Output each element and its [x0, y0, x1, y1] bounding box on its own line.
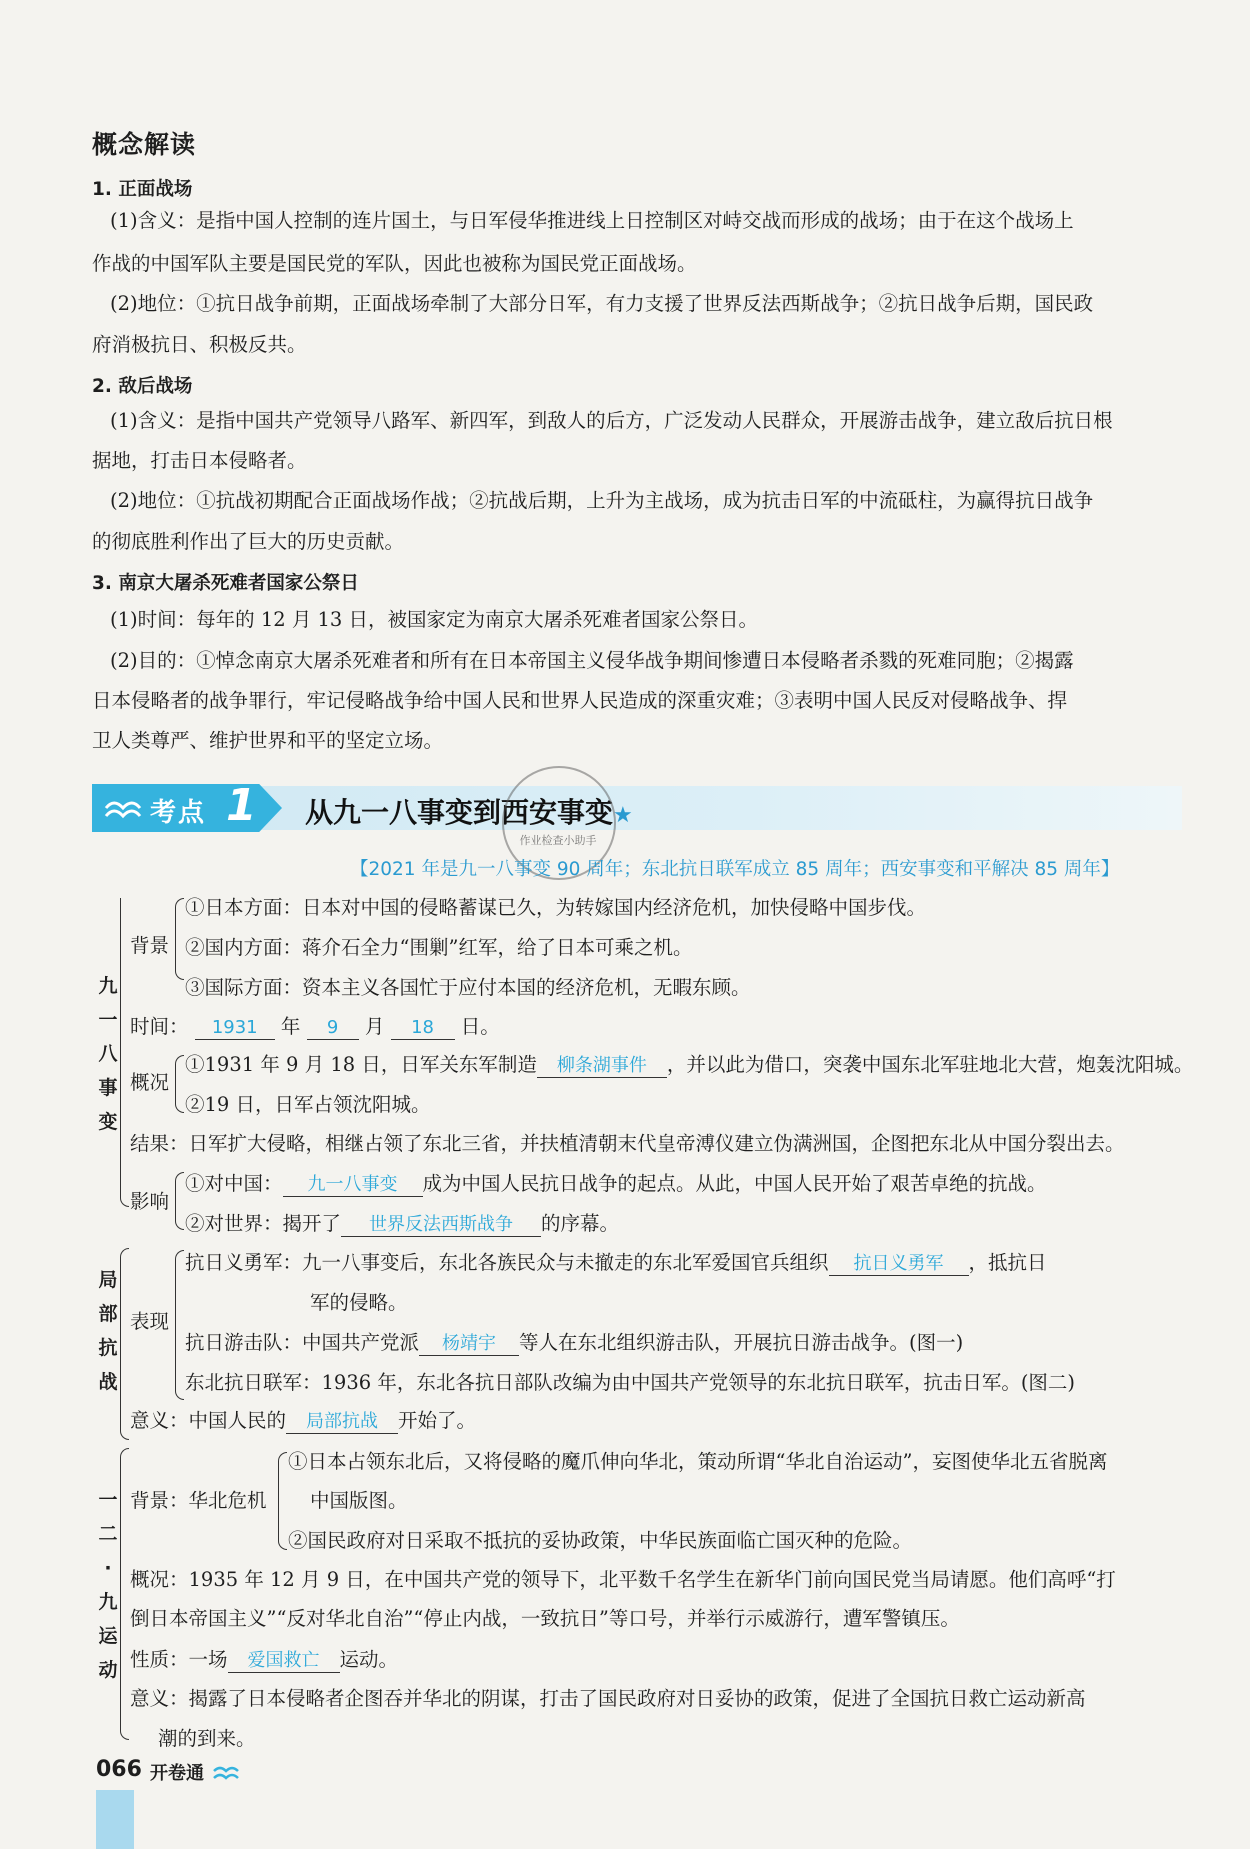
fill-wwii: 世界反法西斯战争 [341, 1214, 541, 1237]
concept-2-line: 据地，打击日本侵略者。 [92, 449, 307, 472]
section-918-bracket [120, 898, 129, 1207]
fill-aiguojiuwang: 爱国救亡 [228, 1650, 340, 1673]
local-significance: 意义：中国人民的 局部抗战 开始了。 [130, 1409, 477, 1432]
129-sig-line: 意义：揭露了日本侵略者企图吞并华北的阴谋，打击了国民政府对日妥协的政策，促进了全国抗日救亡运动新高 [130, 1687, 1086, 1710]
concept-1-line: 府消极抗日、积极反共。 [92, 333, 307, 356]
impact-item: ②对世界：揭开了 世界反法西斯战争 的序幕。 [185, 1212, 620, 1235]
concept-2-line: (2)地位：①抗战初期配合正面战场作战；②抗战后期，上升为主战场，成为抗击日军的中流砥柱，为赢得抗日战争 [110, 489, 1094, 512]
section-918-label: 九 一 八 事 变 [98, 975, 118, 1133]
fill-day: 18 [391, 1017, 455, 1040]
129-nature: 性质：一场 爱国救亡 运动。 [130, 1648, 399, 1671]
fill-yangjingyu: 杨靖宇 [419, 1333, 519, 1356]
section-title: 概念解读 [92, 130, 197, 159]
section-129-label: 一 二 · 九 运 动 [98, 1489, 118, 1681]
star-icon: ★ [613, 803, 633, 828]
local-item: 抗日义勇军：九一八事变后，东北各族民众与未撤走的东北军爱国官兵组织 抗日义勇军 ，抵抗日 [185, 1251, 1047, 1274]
book-icon [104, 794, 142, 822]
concept-3-line: 卫人类尊严、维护世界和平的坚定立场。 [92, 729, 444, 752]
show-bracket [175, 1250, 184, 1400]
bg-item: ②国内方面：蒋介石全力“围剿”红军，给了日本可乘之机。 [185, 936, 693, 959]
page-number: 066 [96, 1757, 142, 1782]
129-bg-item: ②国民政府对日采取不抵抗的妥协政策，中华民族面临亡国灭种的危险。 [288, 1529, 913, 1552]
129-ov-line: 倒日本帝国主义”“反对华北自治”“停止内战，一致抗日”等口号，并举行示威游行，遭军警镇压。 [130, 1607, 960, 1630]
fill-year: 1931 [195, 1017, 275, 1040]
show-label: 表现 [130, 1310, 170, 1333]
local-item: 东北抗日联军：1936 年，东北各抗日部队改编为由中国共产党领导的东北抗日联军，抗击日军。(图二) [185, 1371, 1076, 1394]
fill-918: 九一八事变 [283, 1174, 423, 1197]
local-item-cont: 军的侵略。 [310, 1291, 408, 1314]
bg-item: ③国际方面：资本主义各国忙于应付本国的经济危机，无暇东顾。 [185, 976, 751, 999]
129-bg-label: 背景：华北危机 [130, 1489, 267, 1512]
bg-bracket [175, 898, 184, 980]
129-bg-item-cont: 中国版图。 [310, 1489, 408, 1512]
topic-badge-number: 1 [226, 780, 257, 831]
concept-3-heading: 3. 南京大屠杀死难者国家公祭日 [92, 573, 359, 594]
concept-2-line: (1)含义：是指中国共产党领导八路军、新四军，到敌人的后方，广泛发动人民群众，开展游击战争，建立敌后抗日根 [110, 409, 1113, 432]
section-local-label: 局 部 抗 战 [98, 1269, 118, 1393]
129-bg-item: ①日本占领东北后，又将侵略的魔爪伸向华北，策动所谓“华北自治运动”，妄图使华北五省脱离 [288, 1450, 1108, 1473]
impact-bracket [175, 1172, 184, 1230]
concept-1-line: (1)含义：是指中国人控制的连片国土，与日军侵华推进线上日控制区对峙交战而形成的战场；由于在这个战场上 [110, 209, 1074, 232]
129-bg-bracket [278, 1452, 287, 1550]
ov-item: ②19 日，日军占领沈阳城。 [185, 1093, 431, 1116]
time-line: 时间： 1931 年 9 月 18 日。 [130, 1015, 500, 1038]
section-129-bracket [120, 1448, 129, 1740]
ov-bracket [175, 1055, 184, 1113]
129-ov-line: 概况：1935 年 12 月 9 日，在中国共产党的领导下，北平数千名学生在新华门前向国民党当局请愿。他们高呼“打 [130, 1568, 1116, 1591]
concept-2-line: 的彻底胜利作出了巨大的历史贡献。 [92, 530, 405, 553]
ov-label: 概况 [130, 1071, 170, 1094]
bg-label: 背景 [130, 934, 170, 957]
fill-yiyongjun: 抗日义勇军 [829, 1253, 969, 1276]
stamp-text: 作业检查小助手 [519, 834, 597, 847]
section-local-bracket [120, 1248, 129, 1440]
concept-2-heading: 2. 敌后战场 [92, 376, 193, 397]
result-line: 结果：日军扩大侵略，相继占领了东北三省，并扶植清朝末代皇帝溥仪建立伪满洲国，企图把东北从中国分裂出去。 [130, 1132, 1125, 1155]
impact-label: 影响 [130, 1190, 170, 1213]
bg-item: ①日本方面：日本对中国的侵略蓄谋已久，为转嫁国内经济危机，加快侵略中国步伐。 [185, 896, 927, 919]
anniversary-tip: 【2021 年是九一八事变 90 周年；东北抗日联军成立 85 周年；西安事变和平解决 85 周年】 [350, 859, 1120, 880]
concept-3-line: 日本侵略者的战争罪行，牢记侵略战争给中国人民和世界人民造成的深重灾难；③表明中国人民反对侵略战争、捍 [92, 689, 1068, 712]
brand-logo-icon [212, 1763, 240, 1783]
concept-3-line: (1)时间：每年的 12 月 13 日，被国家定为南京大屠杀死难者国家公祭日。 [110, 608, 759, 631]
brand-name: 开卷通 [150, 1763, 204, 1784]
concept-1-line: 作战的中国军队主要是国民党的军队，因此也被称为国民党正面战场。 [92, 252, 697, 275]
local-item: 抗日游击队：中国共产党派 杨靖宇 等人在东北组织游击队，开展抗日游击战争。(图一) [185, 1331, 964, 1354]
topic-title-text: 从九一八事变到西安事变 [305, 796, 614, 829]
ov-item: ①1931 年 9 月 18 日，日军关东军制造 柳条湖事件 ，并以此为借口，突袭中国东北军驻地北大营，炮轰沈阳城。 [185, 1053, 1194, 1076]
fill-jubukangzhan: 局部抗战 [286, 1411, 398, 1434]
footer-bar [96, 1790, 134, 1849]
fill-month: 9 [307, 1017, 359, 1040]
129-sig-line: 潮的到来。 [158, 1727, 256, 1750]
impact-item: ①对中国： 九一八事变 成为中国人民抗日战争的起点。从此，中国人民开始了艰苦卓绝的抗战。 [185, 1172, 1047, 1195]
concept-3-line: (2)目的：①悼念南京大屠杀死难者和所有在日本帝国主义侵华战争期间惨遭日本侵略者杀戮的死难同胞；②揭露 [110, 649, 1074, 672]
topic-badge-label: 考点 [150, 798, 207, 828]
concept-1-line: (2)地位：①抗日战争前期，正面战场牵制了大部分日军，有力支援了世界反法西斯战争；②抗日战争后期，国民政 [110, 292, 1094, 315]
concept-1-heading: 1. 正面战场 [92, 179, 193, 200]
fill-liutiaohu: 柳条湖事件 [537, 1055, 667, 1078]
